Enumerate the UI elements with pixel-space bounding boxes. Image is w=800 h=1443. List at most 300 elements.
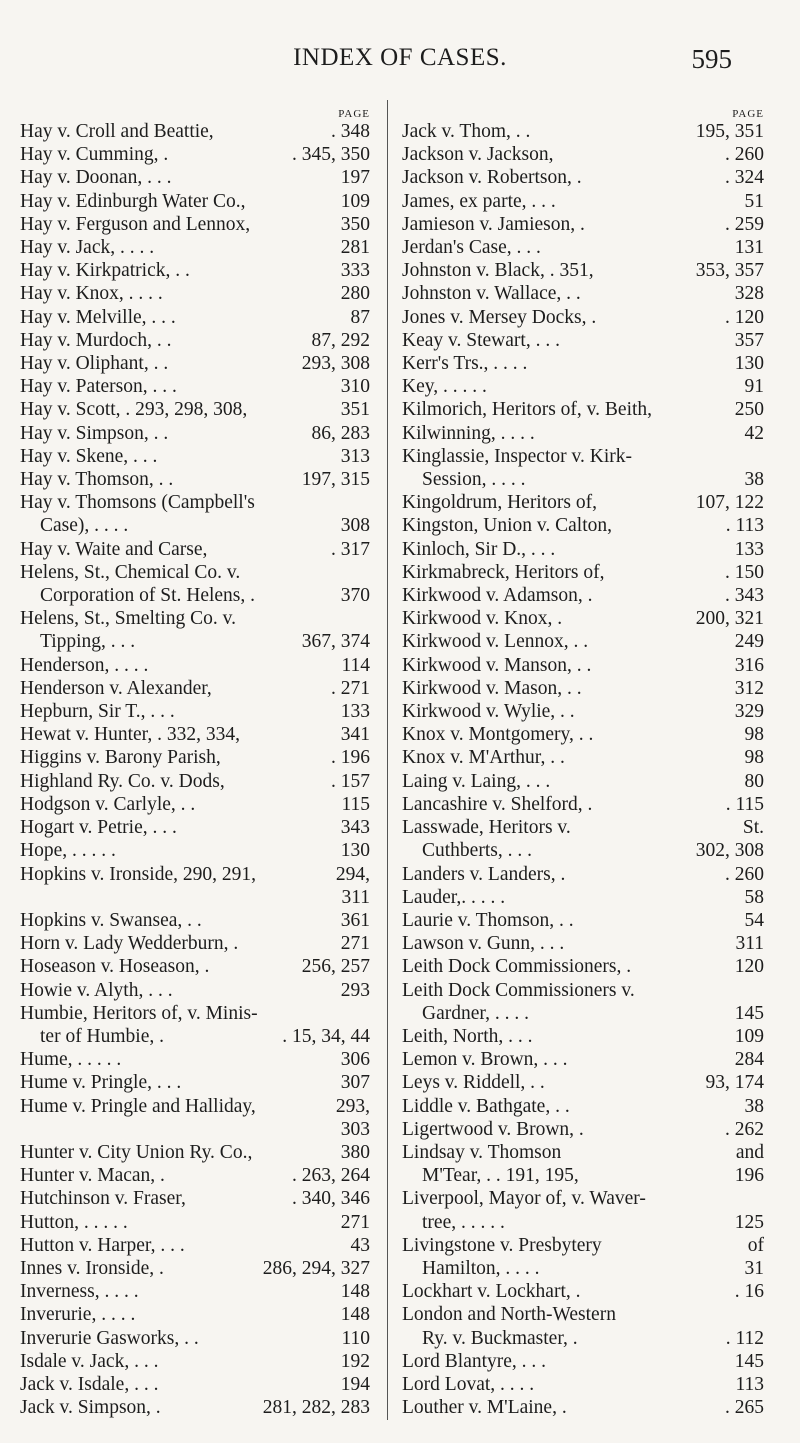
page-references: . 265 <box>725 1397 764 1419</box>
index-entry <box>20 468 370 491</box>
page-references: 148 <box>340 1281 370 1303</box>
index-entry <box>20 1327 370 1350</box>
index-entry <box>20 723 370 746</box>
page-references: 357 <box>734 329 764 351</box>
index-entry <box>20 1095 370 1118</box>
case-name: Hamilton, . . . . <box>422 1257 540 1279</box>
index-entry <box>20 1025 370 1048</box>
page-references: and <box>735 1141 764 1163</box>
case-name: Kingston, Union v. Calton, <box>402 515 612 537</box>
case-name: Humbie, Heritors of, v. Minis- <box>20 1002 258 1024</box>
index-entry <box>402 190 764 213</box>
index-entry <box>402 422 764 445</box>
case-name: Lockhart v. Lockhart, . <box>402 1281 581 1303</box>
case-name: Lasswade, Heritors v. <box>402 817 571 839</box>
page-number: 595 <box>691 44 732 74</box>
case-name: Inverurie Gasworks, . . <box>20 1327 199 1349</box>
index-entry <box>402 886 764 909</box>
index-entry <box>402 375 764 398</box>
page-references: 313 <box>340 445 370 467</box>
index-entry <box>20 306 370 329</box>
index-entry <box>402 630 764 653</box>
page-references: 38 <box>744 1095 764 1117</box>
case-name: Lord Lovat, . . . . <box>402 1373 535 1395</box>
index-entry <box>402 468 764 491</box>
index-entry <box>402 1350 764 1373</box>
page-references: 42 <box>744 422 764 444</box>
index-entry <box>402 282 764 305</box>
index-entry <box>20 816 370 839</box>
case-name: Jones v. Mersey Docks, . <box>402 306 597 328</box>
index-entry <box>20 445 370 468</box>
page-references: 120 <box>734 956 764 978</box>
page-references: 109 <box>340 190 370 212</box>
page-references: St. <box>742 817 764 839</box>
page-references: 293, <box>335 1095 370 1117</box>
case-name: Hodgson v. Carlyle, . . <box>20 793 196 815</box>
index-entry <box>20 932 370 955</box>
page-references: 197 <box>340 167 370 189</box>
page-references: 316 <box>734 654 764 676</box>
case-name: Leith, North, . . . <box>402 1025 533 1047</box>
page-references: . 271 <box>331 677 370 699</box>
page-references: . 260 <box>725 144 764 166</box>
page-references: 51 <box>744 190 764 212</box>
page-references: 293, 308 <box>301 353 370 375</box>
case-name: Hay v. Cumming, . <box>20 144 169 166</box>
index-entry <box>402 398 764 421</box>
case-name: Session, . . . . <box>422 469 526 491</box>
page-references: 197, 315 <box>301 469 370 491</box>
index-entry <box>20 259 370 282</box>
page-references: . 348 <box>331 121 370 142</box>
case-name: Innes v. Ironside, . <box>20 1257 164 1279</box>
index-entry <box>20 352 370 375</box>
index-entry <box>402 1025 764 1048</box>
page-references: 343 <box>340 817 370 839</box>
page-references: 87 <box>350 306 370 328</box>
case-name: Hay v. Simpson, . . <box>20 422 169 444</box>
page-references: of <box>747 1234 764 1256</box>
page-references: 130 <box>340 840 370 862</box>
case-name: London and North-Western <box>402 1304 616 1326</box>
case-name: Leys v. Riddell, . . <box>402 1072 545 1094</box>
case-name: Knox v. M'Arthur, . . <box>402 747 565 769</box>
case-name: Highland Ry. Co. v. Dods, <box>20 770 225 792</box>
page-references: . 340, 346 <box>292 1188 370 1210</box>
page-references: . 112 <box>725 1327 764 1349</box>
page-references: 250 <box>734 399 764 421</box>
case-name: Hunter v. Macan, . <box>20 1165 165 1187</box>
case-name: Leith Dock Commissioners v. <box>402 979 635 1001</box>
page-references: 302, 308 <box>695 840 764 862</box>
index-entry <box>402 909 764 932</box>
index-entry <box>20 979 370 1002</box>
page-references: 86, 283 <box>311 422 370 444</box>
index-entry <box>20 538 370 561</box>
index-entry <box>402 445 764 468</box>
page-references: 192 <box>340 1350 370 1372</box>
index-entry <box>20 654 370 677</box>
index-entry <box>402 491 764 514</box>
page-references: 196 <box>734 1165 764 1187</box>
case-name: Hay v. Oliphant, . . <box>20 353 169 375</box>
page-references: 286, 294, 327 <box>262 1257 370 1279</box>
index-entry <box>402 677 764 700</box>
case-name: Hopkins v. Swansea, . . <box>20 909 202 931</box>
index-entry <box>402 816 764 839</box>
page-references: 145 <box>734 1002 764 1024</box>
index-entry <box>20 1002 370 1025</box>
index-entry <box>20 329 370 352</box>
page-references: 109 <box>734 1025 764 1047</box>
index-entry <box>402 863 764 886</box>
page-references: 58 <box>744 886 764 908</box>
case-name: Jack v. Thom, . . <box>402 121 531 142</box>
index-entry <box>20 770 370 793</box>
index-entry <box>402 1211 764 1234</box>
index-entry <box>402 1373 764 1396</box>
page-references: 131 <box>734 237 764 259</box>
index-column-left <box>20 108 370 1419</box>
page-references: 130 <box>734 353 764 375</box>
index-entry <box>402 932 764 955</box>
index-entry <box>402 979 764 1002</box>
page-references: . 259 <box>725 213 764 235</box>
case-name: Hay v. Paterson, . . . <box>20 376 177 398</box>
page-references: 256, 257 <box>301 956 370 978</box>
case-name: Lancashire v. Shelford, . <box>402 793 593 815</box>
case-name: Johnston v. Wallace, . . <box>402 283 581 305</box>
case-name: Corporation of St. Helens, . <box>40 585 256 607</box>
page-references: 115 <box>341 793 370 815</box>
page-references: 113 <box>735 1373 764 1395</box>
index-entry <box>20 1303 370 1326</box>
case-name: Kerr's Trs., . . . . <box>402 353 528 375</box>
index-entry <box>402 514 764 537</box>
case-name: Hay v. Murdoch, . . <box>20 329 172 351</box>
case-name: Hay v. Scott, . 293, 298, 308, <box>20 399 248 421</box>
page-references: 271 <box>340 1211 370 1233</box>
index-entry <box>402 1280 764 1303</box>
case-name: Gardner, . . . . <box>422 1002 529 1024</box>
case-name: Henderson v. Alexander, <box>20 677 212 699</box>
case-name: Inverness, . . . . <box>20 1281 139 1303</box>
index-entry <box>402 746 764 769</box>
index-entry <box>20 607 370 630</box>
case-name: Kilwinning, . . . . <box>402 422 535 444</box>
case-name: Knox v. Montgomery, . . <box>402 724 594 746</box>
index-entry <box>20 955 370 978</box>
case-name: Jackson v. Jackson, <box>402 144 554 166</box>
case-name: Lindsay v. Thomson <box>402 1141 562 1163</box>
index-entry <box>402 120 764 143</box>
page-references: . 120 <box>725 306 764 328</box>
case-name: Hogart v. Petrie, . . . <box>20 817 177 839</box>
index-entries <box>402 120 764 1419</box>
page-references: 98 <box>744 747 764 769</box>
index-entry <box>20 143 370 166</box>
case-name: Hay v. Doonan, . . . <box>20 167 172 189</box>
page-references: 380 <box>340 1141 370 1163</box>
case-name: Kirkwood v. Wylie, . . <box>402 701 575 723</box>
page-column-heading: PAGE <box>338 108 370 120</box>
page-references: 125 <box>734 1211 764 1233</box>
index-entry <box>20 398 370 421</box>
case-name: Ry. v. Buckmaster, . <box>422 1327 578 1349</box>
index-entry <box>20 1280 370 1303</box>
case-name: Cuthberts, . . . <box>422 840 532 862</box>
index-entry <box>20 1350 370 1373</box>
page-references: 281 <box>340 237 370 259</box>
index-entry <box>402 259 764 282</box>
page-references: 31 <box>744 1257 764 1279</box>
page-references: 333 <box>340 260 370 282</box>
page-references: 148 <box>340 1304 370 1326</box>
index-entry <box>20 746 370 769</box>
case-name: Lauder,. . . . . <box>402 886 506 908</box>
page-references: 350 <box>340 213 370 235</box>
page-references: 110 <box>341 1327 370 1349</box>
case-name: Hutton v. Harper, . . . <box>20 1234 185 1256</box>
case-name: Henderson, . . . . <box>20 654 149 676</box>
case-name: Hoseason v. Hoseason, . <box>20 956 210 978</box>
index-entry <box>402 306 764 329</box>
case-name: Tipping, . . . <box>40 631 136 653</box>
page-header <box>0 44 800 84</box>
case-name: Hay v. Skene, . . . <box>20 445 158 467</box>
case-name: Kingoldrum, Heritors of, <box>402 492 597 514</box>
case-name: Hunter v. City Union Ry. Co., <box>20 1141 253 1163</box>
index-entry <box>20 630 370 653</box>
case-name: Hume v. Pringle, . . . <box>20 1072 182 1094</box>
case-name: Hay v. Jack, . . . . <box>20 237 155 259</box>
page-references: . 15, 34, 44 <box>282 1025 370 1047</box>
case-name: Kilmorich, Heritors of, v. Beith, <box>402 399 653 421</box>
index-entry <box>402 1396 764 1419</box>
case-name: Isdale v. Jack, . . . <box>20 1350 159 1372</box>
index-entry <box>402 770 764 793</box>
index-entry <box>20 839 370 862</box>
index-entry <box>20 909 370 932</box>
case-name: Inverurie, . . . . <box>20 1304 136 1326</box>
page-references: 133 <box>734 538 764 560</box>
index-entry <box>402 1327 764 1350</box>
index-entry <box>20 213 370 236</box>
case-name: Livingstone v. Presbytery <box>402 1234 602 1256</box>
index-entry <box>402 723 764 746</box>
case-name: Leith Dock Commissioners, . <box>402 956 632 978</box>
index-entry <box>402 329 764 352</box>
index-entry <box>20 1071 370 1094</box>
page-references: 38 <box>744 469 764 491</box>
index-entry <box>402 213 764 236</box>
index-entry <box>20 1211 370 1234</box>
index-entry <box>20 1164 370 1187</box>
index-entry <box>20 1396 370 1419</box>
case-name: Hay v. Ferguson and Lennox, <box>20 213 251 235</box>
index-entry <box>402 1141 764 1164</box>
page-references: 361 <box>340 909 370 931</box>
case-name: Landers v. Landers, . <box>402 863 566 885</box>
page-references: 303 <box>340 1118 370 1140</box>
case-name: Hepburn, Sir T., . . . <box>20 701 175 723</box>
page-references: . 262 <box>725 1118 764 1140</box>
page-references: 145 <box>734 1350 764 1372</box>
index-entry <box>402 236 764 259</box>
case-name: Kirkwood v. Lennox, . . <box>402 631 589 653</box>
page-references: 312 <box>734 677 764 699</box>
page-column-heading: PAGE <box>732 108 764 120</box>
case-name: Hutchinson v. Fraser, <box>20 1188 186 1210</box>
index-entry <box>20 491 370 514</box>
case-name: Howie v. Alyth, . . . <box>20 979 173 1001</box>
case-name: M'Tear, . . 191, 195, <box>422 1165 579 1187</box>
page-references: 80 <box>744 770 764 792</box>
page-references: 43 <box>350 1234 370 1256</box>
index-entry <box>402 352 764 375</box>
case-name: Liddle v. Bathgate, . . <box>402 1095 570 1117</box>
page-references: . 260 <box>725 863 764 885</box>
case-name: Hay v. Melville, . . . <box>20 306 176 328</box>
case-name: Louther v. M'Laine, . <box>402 1397 567 1419</box>
case-name: Helens, St., Smelting Co. v. <box>20 608 236 630</box>
index-entry <box>402 607 764 630</box>
page-references: 294, <box>335 863 370 885</box>
index-entry <box>402 1048 764 1071</box>
index-entry <box>20 282 370 305</box>
index-entry <box>402 1002 764 1025</box>
index-entry <box>20 863 370 886</box>
index-entry <box>20 1118 370 1141</box>
case-name: Liverpool, Mayor of, v. Waver- <box>402 1188 646 1210</box>
case-name: Hay v. Kirkpatrick, . . <box>20 260 190 282</box>
page-references: 367, 374 <box>301 631 370 653</box>
index-entry <box>20 514 370 537</box>
index-entry <box>20 561 370 584</box>
case-name: Hay v. Thomson, . . <box>20 469 174 491</box>
page-references: . 16 <box>734 1281 764 1303</box>
index-entry <box>402 793 764 816</box>
case-name: Hay v. Knox, . . . . <box>20 283 163 305</box>
case-name: Johnston v. Black, . 351, <box>402 260 594 282</box>
case-name: ter of Humbie, . <box>40 1025 165 1047</box>
page-references: 328 <box>734 283 764 305</box>
column-divider <box>387 100 388 1420</box>
index-entry <box>402 561 764 584</box>
case-name: Kirkmabreck, Heritors of, <box>402 561 605 583</box>
case-name: Horn v. Lady Wedderburn, . <box>20 933 239 955</box>
case-name: Jackson v. Robertson, . <box>402 167 582 189</box>
page-references: . 113 <box>725 515 764 537</box>
case-name: Jerdan's Case, . . . <box>402 237 541 259</box>
index-entry <box>20 1141 370 1164</box>
case-name: Hay v. Edinburgh Water Co., <box>20 190 246 212</box>
index-entry <box>20 1234 370 1257</box>
index-entry <box>20 793 370 816</box>
index-entry <box>20 375 370 398</box>
page-references: 284 <box>734 1049 764 1071</box>
index-entry <box>20 236 370 259</box>
case-name: Laing v. Laing, . . . <box>402 770 551 792</box>
case-name: Kirkwood v. Adamson, . <box>402 585 593 607</box>
page-references: 195, 351 <box>695 121 764 142</box>
case-name: Kinglassie, Inspector v. Kirk- <box>402 445 632 467</box>
index-entry <box>402 1187 764 1210</box>
case-name: Lawson v. Gunn, . . . <box>402 933 565 955</box>
page-title: INDEX OF CASES. <box>293 44 507 71</box>
index-entry <box>20 166 370 189</box>
index-entry <box>402 166 764 189</box>
case-name: tree, . . . . . <box>422 1211 505 1233</box>
case-name: Hutton, . . . . . <box>20 1211 128 1233</box>
page-references: 281, 282, 283 <box>262 1397 370 1419</box>
page-references: 200, 321 <box>695 608 764 630</box>
page-references: 351 <box>340 399 370 421</box>
index-column-right <box>402 108 764 1419</box>
page-references: 93, 174 <box>705 1072 764 1094</box>
case-name: Keay v. Stewart, . . . <box>402 329 560 351</box>
page-references: 280 <box>340 283 370 305</box>
page-references: 107, 122 <box>695 492 764 514</box>
case-name: Jack v. Simpson, . <box>20 1397 161 1419</box>
index-entry <box>20 1373 370 1396</box>
page-references: . 345, 350 <box>292 144 370 166</box>
page-references: 87, 292 <box>311 329 370 351</box>
page-references: 310 <box>340 376 370 398</box>
index-entry <box>402 1071 764 1094</box>
case-name: Hay v. Croll and Beattie, <box>20 121 214 142</box>
index-entries <box>20 120 370 1419</box>
page-references: 271 <box>340 933 370 955</box>
page-references: 293 <box>340 979 370 1001</box>
page-references: . 157 <box>331 770 370 792</box>
case-name: Hume v. Pringle and Halliday, <box>20 1095 256 1117</box>
page-references: 307 <box>340 1072 370 1094</box>
index-entry <box>20 190 370 213</box>
case-name: Higgins v. Barony Parish, <box>20 747 221 769</box>
index-entry <box>402 839 764 862</box>
case-name: Jamieson v. Jamieson, . <box>402 213 585 235</box>
page-references: 311 <box>735 933 764 955</box>
page-references: 133 <box>340 701 370 723</box>
case-name: Kirkwood v. Mason, . . <box>402 677 582 699</box>
case-name: Kirkwood v. Knox, . <box>402 608 563 630</box>
index-entry <box>402 584 764 607</box>
page-references: 114 <box>341 654 370 676</box>
case-name: Lord Blantyre, . . . <box>402 1350 547 1372</box>
case-name: Ligertwood v. Brown, . <box>402 1118 584 1140</box>
case-name: Hay v. Waite and Carse, <box>20 538 208 560</box>
page-references: 54 <box>744 909 764 931</box>
index-entry <box>402 1303 764 1326</box>
page-references: 306 <box>340 1049 370 1071</box>
case-name: Hopkins v. Ironside, 290, 291, <box>20 863 256 885</box>
index-entry <box>402 1095 764 1118</box>
page-references: 370 <box>340 585 370 607</box>
page-references: 98 <box>744 724 764 746</box>
page-references: . 150 <box>725 561 764 583</box>
index-entry <box>20 422 370 445</box>
case-name: Hewat v. Hunter, . 332, 334, <box>20 724 240 746</box>
case-name: James, ex parte, . . . <box>402 190 556 212</box>
page-references: 91 <box>744 376 764 398</box>
index-entry <box>20 886 370 909</box>
index-entry <box>20 584 370 607</box>
case-name: Helens, St., Chemical Co. v. <box>20 561 241 583</box>
case-name: Hope, . . . . . <box>20 840 116 862</box>
index-entry <box>20 1257 370 1280</box>
